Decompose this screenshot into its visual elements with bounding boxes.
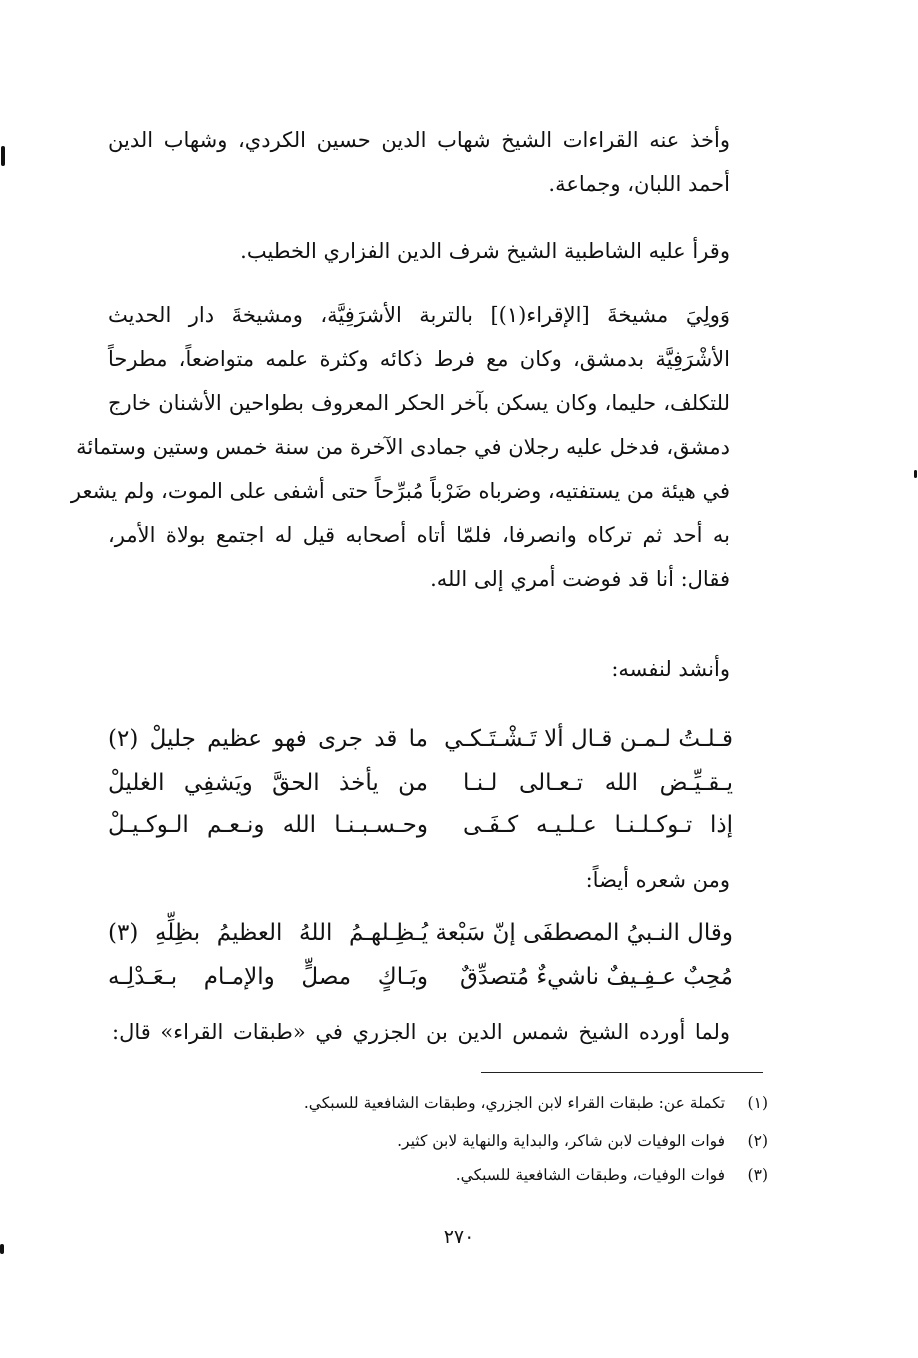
footnote-2 xyxy=(397,1130,768,1152)
paragraph-3-line-4: دمشق، فدخل عليه رجلان في جمادى الآخرة من سنة خمس وستين وستمائة xyxy=(76,435,730,459)
poem-2-intro: ومن شعره أيضاً: xyxy=(585,868,730,892)
paragraph-1-line-2: أحمد اللبان، وجماعة. xyxy=(548,172,730,196)
verse-second-hemistich: ما قد جرى فهو عظيم جليلْ (٢) xyxy=(108,726,428,752)
page-number: ٢٧٠ xyxy=(443,1226,475,1248)
footnote-3 xyxy=(456,1164,768,1186)
footnote-text: فوات الوفيات، وطبقات الشافعية للسبكي. xyxy=(455,1166,726,1184)
closing-line: ولما أورده الشيخ شمس الدين بن الجزري في «طبقات القراء» قال: xyxy=(112,1020,730,1044)
paragraph-3-line-7: فقال: أنا قد فوضت أمري إلى الله. xyxy=(430,567,730,591)
verse-second-hemistich: من يأخذ الحقَّ ويَشفِي الغليلْ xyxy=(108,770,428,796)
poem-2-verse-1 xyxy=(108,916,733,950)
paragraph-1-line-1: وأخذ عنه القراءات الشيخ شهاب الدين حسين الكردي، وشهاب الدين xyxy=(108,128,730,152)
verse-second-hemistich: يُـظِـلهـمُ اللهُ العظيمُ بظِلِّهِ (٣) xyxy=(108,920,428,946)
paragraph-3-line-5: في هيئة من يستفتيه، وضرباه ضَرْباً مُبرِّحاً حتى أشفى على الموت، ولم يشعر xyxy=(70,479,730,503)
verse-second-hemistich: وحـسـبـنـا الله ونـعـم الـوكـيـلْ xyxy=(108,812,428,838)
verse-first-hemistich: مُحِبٌ عـفِـيفٌ ناشيءٌ مُتصدِّقٌ xyxy=(459,964,733,990)
paragraph-3-line-1: وَولِيَ مشيخةَ [الإقراء(١)] بالتربة الأشرَفِيَّة، ومشيخةَ دار الحديث xyxy=(108,303,730,327)
scan-edge-mark xyxy=(914,470,917,478)
poem-1-intro: وأنشد لنفسه: xyxy=(611,657,730,681)
verse-first-hemistich: يـقـيِّـض الله تـعـالى لـنـا xyxy=(463,770,733,796)
scan-edge-mark xyxy=(1,146,5,166)
poem-1-verse-2 xyxy=(108,766,733,800)
verse-first-hemistich: وقال النـبيُ المصطفَى إنّ سَبْعة xyxy=(435,920,733,946)
poem-1-verse-3 xyxy=(108,808,733,842)
footnote-number: (١) xyxy=(747,1094,768,1112)
footnote-number: (٢) xyxy=(747,1132,768,1150)
footnote-text: فوات الوفيات لابن شاكر، والبداية والنهاية لابن كثير. xyxy=(397,1132,726,1150)
verse-first-hemistich: إذا تـوكـلـنـا عـلـيـه كـفَـى xyxy=(463,812,733,838)
paragraph-3-line-2: الأشْرَفِيَّة بدمشق، وكان مع فرط ذكائه وكثرة علمه متواضعاً، مطرحاً xyxy=(108,347,730,371)
verse-first-hemistich: قـلـتُ لـمـن قـال ألا تَـشْـتَـكـي xyxy=(444,726,733,752)
verse-second-hemistich: وبَـاكٍ مصلٍّ والإمـام بـعَـدْلِـه xyxy=(108,964,428,990)
footnote-number: (٣) xyxy=(747,1166,768,1184)
paragraph-2: وقرأ عليه الشاطبية الشيخ شرف الدين الفزاري الخطيب. xyxy=(240,239,730,263)
footnote-separator xyxy=(481,1072,763,1073)
paragraph-3-line-6: به أحد ثم تركاه وانصرفا، فلمّا أتاه أصحابه قيل له اجتمع بولاة الأمر، xyxy=(108,523,730,547)
paragraph-3-line-3: للتكلف، حليما، وكان يسكن بآخر الحكر المعروف بطواحين الأشنان خارج xyxy=(108,391,730,415)
scan-edge-mark xyxy=(0,1244,4,1254)
poem-2-verse-2 xyxy=(108,960,733,994)
footnote-text: تكملة عن: طبقات القراء لابن الجزري، وطبقات الشافعية للسبكي. xyxy=(303,1094,726,1112)
poem-1-verse-1 xyxy=(108,722,733,756)
footnote-1 xyxy=(304,1092,768,1114)
